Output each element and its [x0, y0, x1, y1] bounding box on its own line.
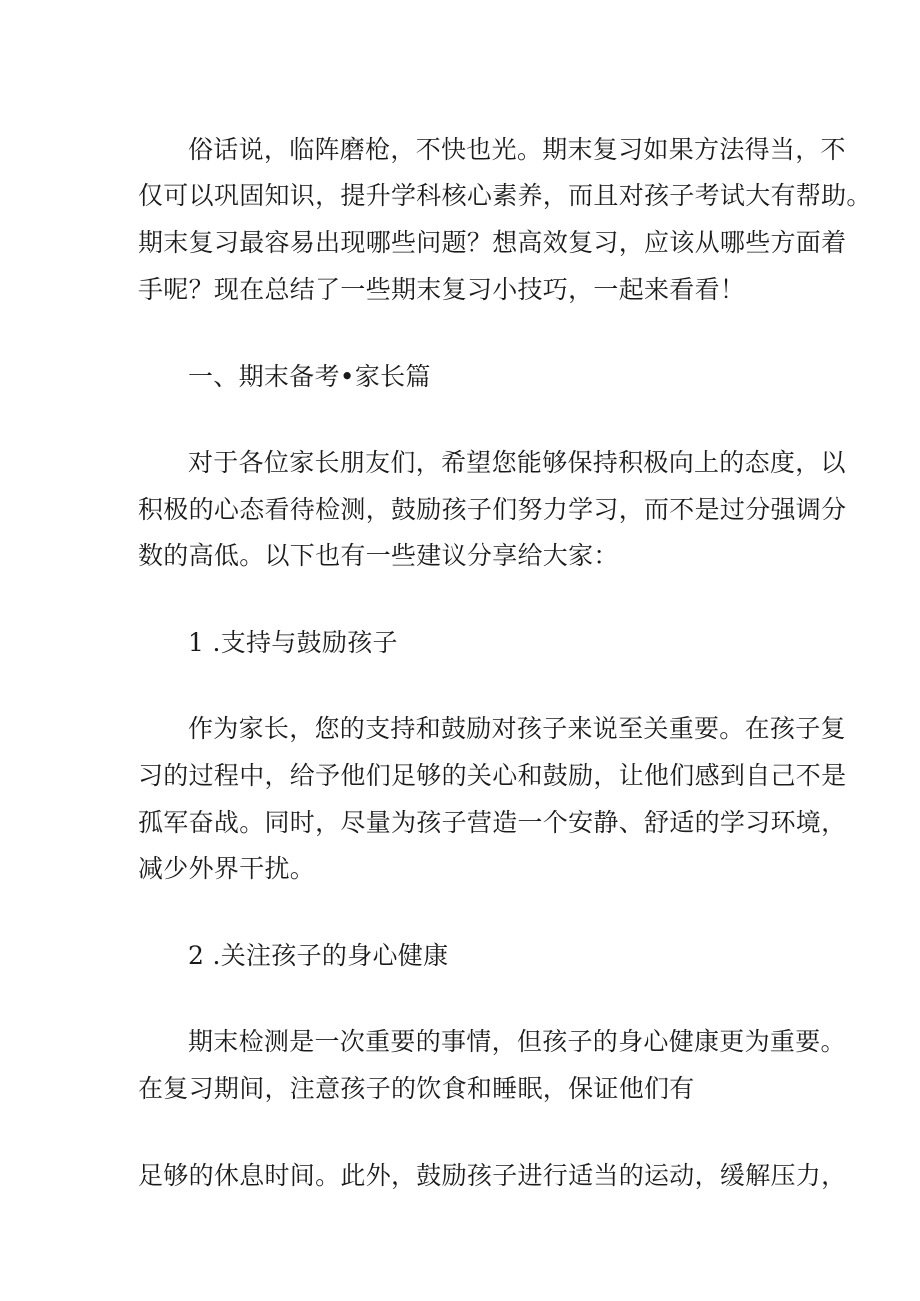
item2-line-1: 期末检测是一次重要的事情，但孩子的身心健康更为重要。 — [188, 1027, 846, 1056]
section1-line-3: 数的高低。以下也有一些建议分享给大家： — [138, 541, 619, 570]
item1-heading: 1 .支持与鼓励孩子 — [188, 628, 398, 657]
intro-line-1: 俗话说，临阵磨枪，不快也光。期末复习如果方法得当，不 — [188, 135, 846, 164]
item2-continued-line: 足够的休息时间。此外，鼓励孩子进行适当的运动，缓解压力， — [138, 1161, 847, 1190]
item1-line-3: 孤军奋战。同时，尽量为孩子营造一个安静、舒适的学习环境， — [138, 808, 847, 837]
item1-line-2: 习的过程中，给予他们足够的关心和鼓励，让他们感到自己不是 — [138, 761, 847, 790]
item1-line-1: 作为家长，您的支持和鼓励对孩子来说至关重要。在孩子复 — [188, 714, 846, 743]
item2-heading: 2 .关注孩子的身心健康 — [188, 941, 449, 970]
intro-line-4: 手呢？现在总结了一些期末复习小技巧，一起来看看！ — [138, 275, 746, 304]
section1-line-1: 对于各位家长朋友们，希望您能够保持积极向上的态度，以 — [188, 448, 846, 477]
item1-line-4: 减少外界干扰。 — [138, 854, 316, 883]
section-heading-parents: 一、期末备考•家长篇 — [188, 362, 431, 391]
section1-line-2: 积极的心态看待检测，鼓励孩子们努力学习，而不是过分强调分 — [138, 495, 847, 524]
intro-line-2: 仅可以巩固知识，提升学科核心素养，而且对孩子考试大有帮助。 — [138, 181, 872, 210]
item2-line-2: 在复习期间，注意孩子的饮食和睡眠，保证他们有 — [138, 1074, 695, 1103]
intro-line-3: 期末复习最容易出现哪些问题？想高效复习，应该从哪些方面着 — [138, 228, 847, 257]
